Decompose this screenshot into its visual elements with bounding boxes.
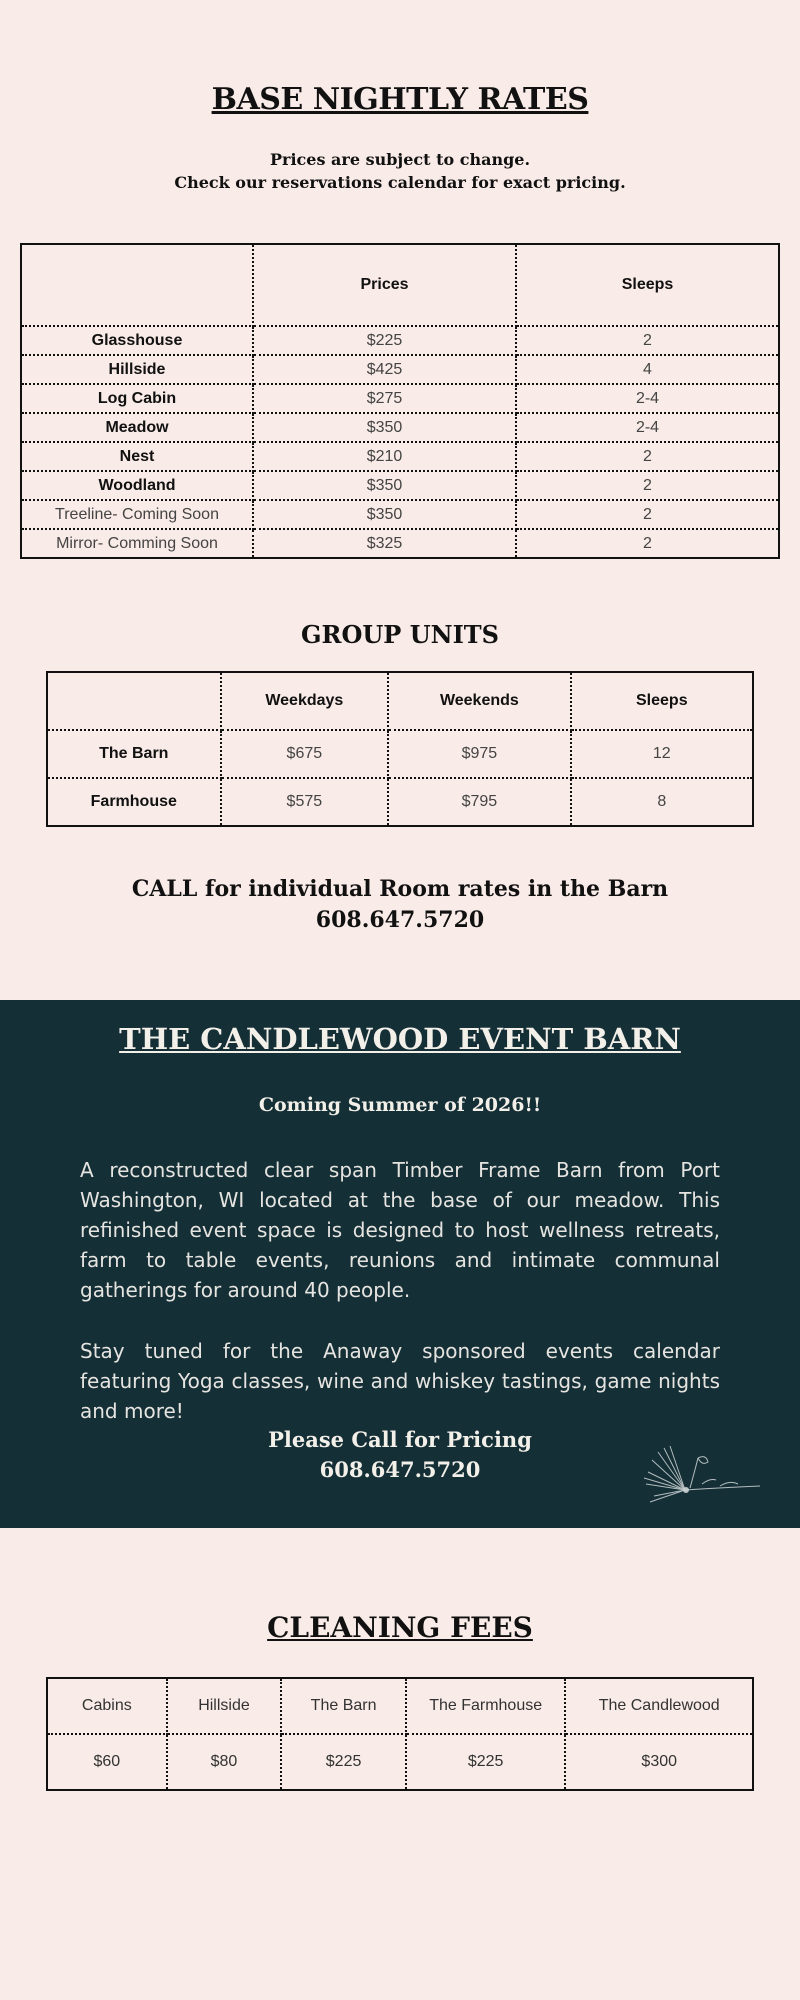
unit-sleeps: 2-4 [516,413,779,442]
table-row [21,442,779,471]
unit-sleeps: 2 [516,442,779,471]
unit-sleeps: 2 [643,534,652,552]
cleaning-values-row [47,1734,753,1790]
group-name: The Barn [47,730,221,778]
cleaning-fees-title: CLEANING FEES [267,1611,533,1644]
fee-value: $60 [47,1734,167,1790]
fee-value: $225 [281,1734,406,1790]
unit-price: $350 [253,500,516,529]
unit-sleeps: 2 [516,471,779,500]
group-sleeps: 8 [657,793,667,810]
group-weekdays: $675 [221,730,389,778]
table-row [47,730,753,778]
unit-sleeps: 2 [516,326,779,355]
table-row [21,355,779,384]
unit-price: $325 [253,529,516,558]
groups-header-weekends: Weekends [388,672,570,730]
fee-value: $225 [406,1734,566,1790]
rates-header-sleeps: Sleeps [516,244,779,326]
unit-price: $210 [253,442,516,471]
event-barn-section [0,1000,800,1528]
groups-header-sleeps: Sleeps [571,672,753,730]
flower-illustration-icon [640,1440,770,1510]
rates-header-prices: Prices [253,244,516,326]
groups-header-row [47,672,753,730]
group-name: Farmhouse [47,778,221,826]
rates-subtitle-2: Check our reservations calendar for exact pricing. [174,173,626,192]
barn-room-rates-call: CALL for individual Room rates in the Barn [131,876,669,902]
group-weekends: $795 [388,778,570,826]
fee-label: The Barn [281,1678,406,1734]
cleaning-fees-table [46,1677,754,1791]
fee-label: The Farmhouse [406,1678,566,1734]
event-barn-events-note: Stay tuned for the Anaway sponsored events calendar featuring Yoga classes, wine and whiskey tastings, game nights and more! [80,1339,720,1423]
table-row [21,529,779,558]
unit-name: Hillside [21,355,253,384]
event-barn-phone-number[interactable]: 608.647.5720 [319,1457,481,1482]
fee-value: $80 [167,1734,282,1790]
fee-label: Cabins [47,1678,167,1734]
unit-name: Glasshouse [21,326,253,355]
group-weekends: $975 [388,730,570,778]
rates-subtitle-1: Prices are subject to change. [269,150,531,169]
unit-name: Woodland [21,471,253,500]
table-row [21,413,779,442]
unit-name: Log Cabin [21,384,253,413]
unit-price: $425 [253,355,516,384]
unit-name: Treeline- Coming Soon [21,500,253,529]
phone-number[interactable]: 608.647.5720 [315,907,485,933]
unit-price: $350 [253,413,516,442]
group-units-title: GROUP UNITS [301,620,499,649]
rates-table [20,243,780,559]
group-weekdays: $575 [221,778,389,826]
fee-value: $300 [641,1753,678,1770]
unit-name: Mirror- Comming Soon [21,529,253,558]
group-units-table [46,671,754,827]
rates-header-empty [21,244,253,326]
unit-price: $225 [253,326,516,355]
event-barn-pricing-call: Please Call for Pricing [268,1427,532,1452]
table-row [21,326,779,355]
event-barn-subtitle: Coming Summer of 2026!! [258,1094,542,1116]
groups-header-empty [47,672,221,730]
table-row [21,384,779,413]
unit-price: $275 [253,384,516,413]
fee-label: The Candlewood [565,1678,753,1734]
unit-sleeps: 4 [516,355,779,384]
unit-name: Meadow [21,413,253,442]
unit-name: Nest [21,442,253,471]
cleaning-header-row [47,1678,753,1734]
rates-header-row [21,244,779,326]
unit-price: $350 [253,471,516,500]
unit-sleeps: 2 [516,500,779,529]
event-barn-description: A reconstructed clear span Timber Frame Barn from Port Washington, WI located at the base of our meadow. This refinished event space is designed to host wellness retreats, farm to table events, reunions and intimate communal gatherings for around 40 people. [80,1158,720,1302]
group-sleeps: 12 [571,730,753,778]
rates-title: BASE NIGHTLY RATES [211,82,589,117]
unit-sleeps: 2-4 [516,384,779,413]
table-row [21,471,779,500]
table-row [21,500,779,529]
table-row [47,778,753,826]
event-barn-title: THE CANDLEWOOD EVENT BARN [119,1022,681,1056]
fee-label: Hillside [167,1678,282,1734]
groups-header-weekdays: Weekdays [221,672,389,730]
